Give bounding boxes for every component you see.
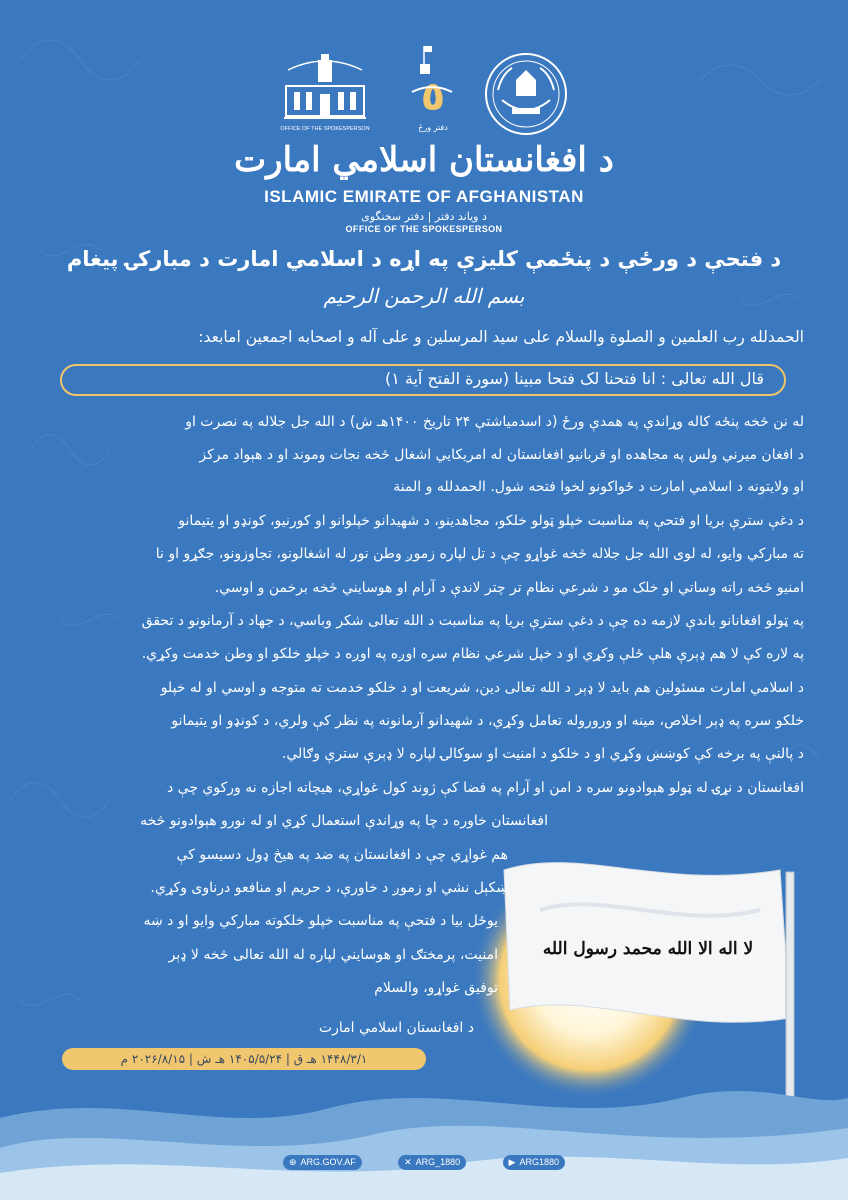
calligraphy-title: د افغانستان اسلامي امارت (234, 140, 614, 180)
date-bar: ۱۴۴۸/۳/۱ هـ ق | ۱۴۰۵/۵/۲۴ هـ ش | ۲۰۲۶/۸/۱۵ م (62, 1048, 426, 1070)
basmala: بسم الله الرحمن الرحيم (323, 284, 525, 308)
website-link[interactable] (283, 1155, 362, 1170)
office-name-local: د ویاند دفتر | دفتر سخنگوی (361, 210, 487, 223)
quran-quote-box (60, 364, 786, 396)
body-line: له نن څخه پنځه کاله وړاندې په همدې ورځ (د اسدمیاشتې ۲۴ تاریخ ۱۴۰۰هـ ش) د الله جل جلاله په نصرت او (185, 414, 804, 430)
body-line: ښکېل نشي او زموږ د خاورې، د حریم او منافعو درناوی وکړي. (150, 880, 508, 896)
footer-links (283, 1153, 565, 1171)
signature: د افغانستان اسلامي امارت (318, 1020, 474, 1036)
body-line: هم غواړي چې د افغانستان په ضد په هیڅ ډول دسیسو کې (176, 847, 508, 863)
body-line: افغانستان خاوره د چا په وړاندې استعمال کړي او له نورو هېوادونو څخه (140, 813, 548, 829)
anniversary-caption: دفتر ورځ (418, 123, 448, 132)
website-label: ARG.GOV.AF (300, 1157, 356, 1167)
flag-shahada-text: لا اله الا الله محمد رسول الله (542, 939, 754, 959)
x-handle-label: ARG_1880 (415, 1157, 461, 1167)
white-flag-illustration (500, 850, 830, 1100)
body-line: د دغې سترې بریا او فتحې په مناسبت خپلو ټولو خلکو، مجاهدینو، د شهیدانو خپلوانو او کورنیو، کونډو او یتیمانو (178, 513, 804, 529)
body-line: توفیق غواړو، والسلام (374, 980, 498, 996)
mountains-illustration (0, 1078, 848, 1200)
body-line: خلکو سره په ډېر اخلاص، مینه او وروروله تعامل وکړي، د شهیدانو آرمانونه په نظر کې ولري، د کونډو او یتیمانو (171, 713, 804, 729)
youtube-label: ARG1880 (519, 1157, 559, 1167)
emirate-name-english: ISLAMIC EMIRATE OF AFGHANISTAN (264, 187, 584, 206)
body-line: په لاره کې لا هم ډېرې هلې ځلې وکړي او د خپل شرعي نظام سره اوږه په اوږه د خپلو خلکو او وطن خدمت وکړي. (141, 646, 804, 662)
quran-quote: قال الله تعالی : انا فتحنا لک فتحا مبینا (سورة الفتح آیة ۱) (384, 369, 764, 388)
svg-text:٥: ٥ (420, 74, 446, 120)
body-line: امنیو څخه راته وساتي او خلک مو د شرعي نظام تر چتر لاندې د آرام او هوسایني څخه برخمن و اوسي. (214, 580, 804, 596)
office-name-english: OFFICE OF THE SPOKESPERSON (345, 224, 503, 234)
youtube-link[interactable] (503, 1155, 565, 1170)
body-line: د افغان میرني ولس په مجاهده او قربانیو افغانستان له امریکایي اشغال څخه نجات وموند او د هېواد مرکز (199, 447, 804, 463)
body-line: په ټولو افغانانو باندې لازمه ده چې د دغې سترې بریا په مناسبت د الله تعالی شکر وباسي، د جهاد د آرمانونو د تحقق (141, 613, 804, 629)
body-line: او ولایتونه د اسلامي امارت د ځواکونو لخوا فتحه شول. الحمدلله و المنة (393, 479, 804, 495)
arg-palace-logo (280, 52, 370, 136)
opening-praise: الحمدلله رب العلمين و الصلوة والسلام على سيد المرسلين و على آله و اصحابه اجمعين امابعد: (198, 328, 804, 346)
youtube-icon: ▶ (508, 1156, 516, 1167)
body-line: افغانستان د نړۍ له ټولو هېوادونو سره د امن او آرام په فضا کې ژوند کول غواړي، هیچاته اجازه نه ورکوي چې د (166, 780, 804, 796)
fifth-anniversary-logo (402, 42, 464, 136)
body-line: د پالنې په برخه کې کوښښ وکړي او د خلکو د امنیت او سوکالۍ لپاره لا ډېرې سترې وګالي. (281, 746, 804, 762)
globe-icon: ⊕ (289, 1156, 297, 1167)
message-title: د فتحې د ورځې د پنځمې کلیزې په اړه د اسلامي امارت د مبارکۍ پیغام (66, 247, 782, 271)
x-logo-icon: ✕ (404, 1156, 412, 1167)
emirate-emblem-logo (482, 50, 570, 138)
body-line: یوځل بیا د فتحې په مناسبت خپلو خلکوته مبارکي وایو او د ښه (143, 913, 498, 929)
body-line: ته مبارکي وایو، له لوی الله جل جلاله څخه غواړو چې د تل لپاره زموږ وطن نور له اشغالونو، تجاوزونو، جګړو او نا (155, 546, 804, 562)
body-line: امنیت، پرمختګ او هوسایني لپاره له الله تعالی څخه لا ډېر (168, 947, 498, 963)
x-link[interactable] (398, 1155, 466, 1170)
arg-logo-caption: OFFICE OF THE SPOKESPERSON (280, 126, 370, 132)
body-line: د اسلامي امارت مسئولین هم باید لا ډېر د الله تعالی دین، شریعت او د خلکو خدمت ته متوجه و اوسي او له خپلو (160, 680, 804, 696)
